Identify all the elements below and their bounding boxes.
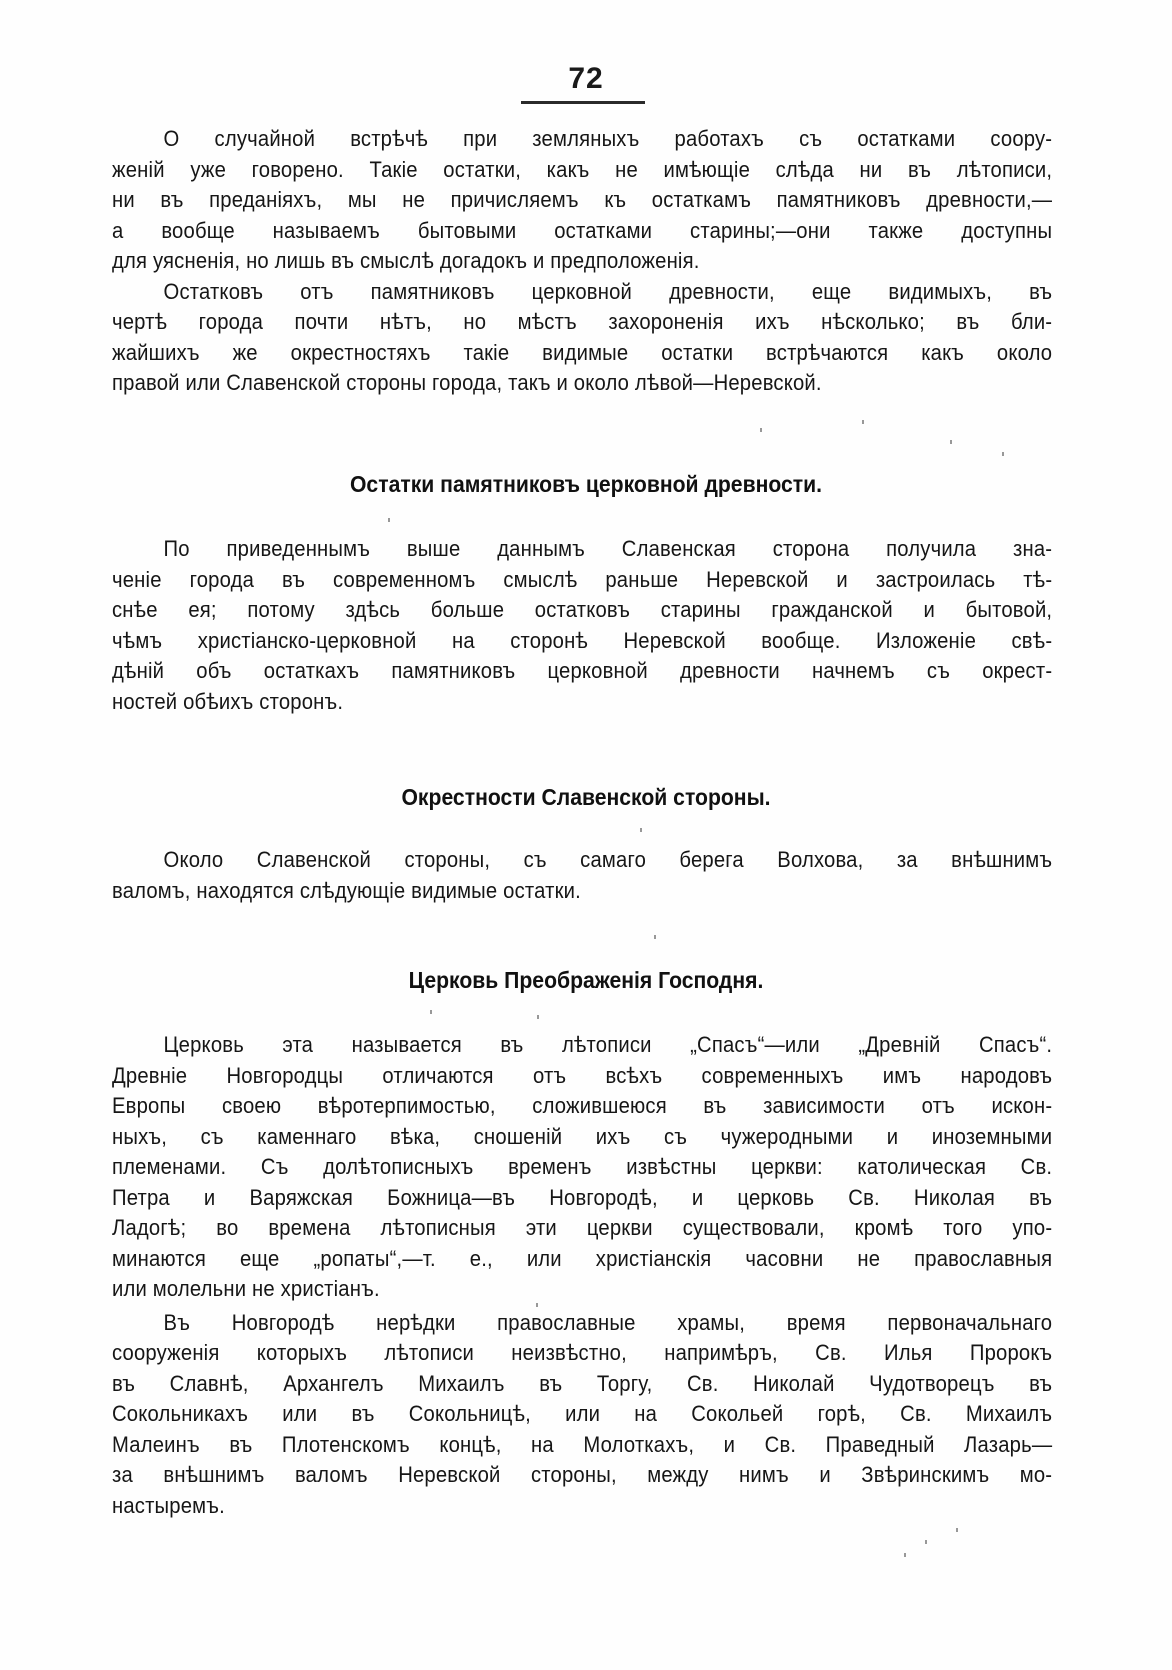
- scan-speck: [1002, 452, 1004, 456]
- text-line: ни въ преданіяхъ, мы не причисляемъ къ остаткамъ памятниковъ древности,—: [112, 187, 1053, 212]
- text-line: снѣе ея; потому здѣсь больше остатковъ старины гражданской и бытовой,: [112, 597, 1053, 622]
- text-line: чертѣ города почти нѣтъ, но мѣстъ захороненія ихъ нѣсколько; въ бли-: [112, 309, 1053, 334]
- text-line: Малеинъ въ Плотенскомъ концѣ, на Молоткахъ, и Св. Праведный Лазарь—: [112, 1431, 1053, 1457]
- paragraph: [112, 1308, 1052, 1522]
- text-line: для уясненія, но лишь въ смыслѣ догадокъ и предположенія.: [112, 248, 700, 273]
- page-number: 72: [568, 62, 604, 95]
- scan-speck: [654, 935, 656, 939]
- text-line: ностей обѣихъ сторонъ.: [112, 688, 344, 714]
- section-paragraphs: [112, 534, 1052, 717]
- text-line: Въ Новгородѣ нерѣдки православные храмы, время первоначальнаго: [163, 1309, 1053, 1335]
- text-line: племенами. Съ долѣтописныхъ временъ извѣстны церкви: католическая Св.: [112, 1154, 1053, 1179]
- text-line: Около Славенской стороны, съ самаго берега Волхова, за внѣшнимъ: [163, 847, 1053, 872]
- scan-speck: [925, 1540, 927, 1544]
- text-line: настыремъ.: [112, 1492, 225, 1518]
- text-line: а вообще называемъ бытовыми остатками старины;—они также доступны: [112, 217, 1053, 243]
- paragraph: [112, 845, 1052, 906]
- scan-speck: [536, 1303, 538, 1307]
- text-line: или молельни не христіанъ.: [112, 1276, 380, 1301]
- section-heading: Остатки памятниковъ церковной древности.: [349, 471, 823, 497]
- text-line: По приведеннымъ выше даннымъ Славенская сторона получила зна-: [163, 536, 1053, 561]
- text-line: минаются еще „ропаты“,—т. е., или христіанскія часовни не православныя: [112, 1245, 1053, 1271]
- text-line: въ Славнѣ, Архангелъ Михаилъ въ Торгу, Св. Николай Чудотворецъ въ: [112, 1370, 1053, 1396]
- text-line: О случайной встрѣчѣ при земляныхъ работахъ съ остатками соору-: [163, 126, 1053, 151]
- scan-speck: [956, 1528, 958, 1532]
- scan-speck: [862, 420, 864, 424]
- paragraph: [112, 534, 1052, 717]
- text-line: валомъ, находятся слѣдующіе видимые остатки.: [112, 877, 581, 903]
- text-line: Ладогѣ; во времена лѣтописныя эти церкви существовали, кромѣ того упо-: [112, 1215, 1053, 1240]
- scan-speck: [388, 518, 390, 522]
- text-line: Древніе Новгородцы отличаются отъ всѣхъ современныхъ имъ народовъ: [112, 1062, 1053, 1088]
- text-line: Церковь эта называется въ лѣтописи „Спасъ“—или „Древній Спасъ“.: [163, 1032, 1053, 1057]
- text-line: дѣній объ остаткахъ памятниковъ церковной древности начнемъ съ окрест-: [112, 658, 1053, 683]
- paragraph: [112, 1030, 1052, 1305]
- text-line: жайшихъ же окрестностяхъ такіе видимые остатки встрѣчаются какъ около: [112, 339, 1053, 365]
- page-number-rule: [521, 101, 645, 104]
- text-line: ченіе города въ современномъ смыслѣ раньше Неревской и застроилась тѣ-: [112, 566, 1053, 592]
- section-heading: Окрестности Славенской стороны.: [401, 784, 771, 810]
- scan-speck: [640, 828, 642, 832]
- text-line: ныхъ, съ каменнаго вѣка, сношеній ихъ съ чужеродными и иноземными: [112, 1123, 1053, 1149]
- text-line: Европы своею вѣротерпимостью, сложившеюся въ зависимости отъ искон-: [112, 1093, 1053, 1118]
- text-line: женій уже говорено. Такіе остатки, какъ не имѣющіе слѣда ни въ лѣтописи,: [112, 156, 1053, 182]
- scan-speck: [760, 428, 762, 432]
- scan-speck: [537, 1015, 539, 1019]
- text-line: чѣмъ христіанско-церковной на сторонѣ Неревской вообще. Изложеніе свѣ-: [112, 627, 1053, 653]
- text-line: правой или Славенской стороны города, такъ и около лѣвой—Неревской.: [112, 370, 822, 395]
- text-line: за внѣшнимъ валомъ Неревской стороны, между нимъ и Звѣринскимъ мо-: [112, 1462, 1053, 1487]
- section-heading: Церковь Преображенія Господня.: [408, 967, 764, 993]
- text-line: сооруженія которыхъ лѣтописи неизвѣстно, напримѣръ, Св. Илья Пророкъ: [112, 1340, 1053, 1365]
- text-line: Сокольникахъ или въ Сокольницѣ, или на Сокольей горѣ, Св. Михаилъ: [112, 1401, 1053, 1426]
- text-line: Остатковъ отъ памятниковъ церковной древности, еще видимыхъ, въ: [163, 278, 1053, 304]
- scan-speck: [950, 440, 952, 444]
- section-paragraphs: [112, 1030, 1052, 1521]
- scan-speck: [904, 1553, 906, 1557]
- text-line: Петра и Варяжская Божница—въ Новгородѣ, и церковь Св. Николая въ: [112, 1184, 1053, 1210]
- paragraph: [112, 124, 1052, 277]
- scan-speck: [430, 1010, 432, 1014]
- opening-paragraphs: [112, 124, 1052, 399]
- section-paragraphs: [112, 845, 1052, 906]
- paragraph: [112, 277, 1052, 399]
